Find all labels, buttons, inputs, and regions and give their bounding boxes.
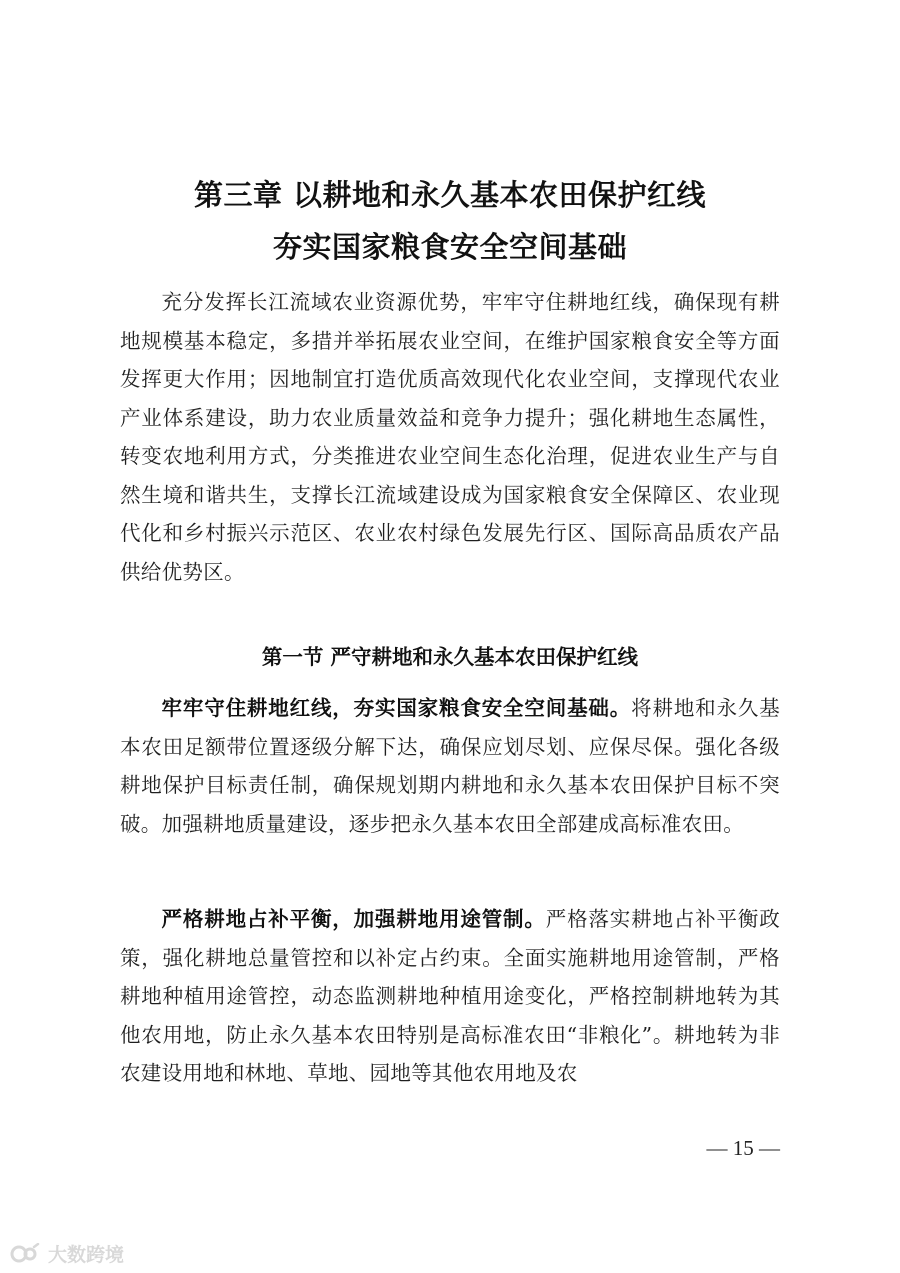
intro-paragraph-text: 充分发挥长江流域农业资源优势，牢牢守住耕地红线，确保现有耕地规模基本稳定，多措并举拓展农业空间，在维护国家粮食安全等方面发挥更大作用；因地制宜打造优质高效现代化农业空间，支撑现代农业产业体系建设，助力农业质量效益和竞争力提升；强化耕地生态属性，转变农地利用方式，分类推进农业空间生态化治理，促进农业生产与自然生境和谐共生，支撑长江流域建设成为国家粮食安全保障区、农业现代化和乡村振兴示范区、农业农村绿色发展先行区、国际高品质农产品供给优势区。 xyxy=(120,290,780,584)
watermark xyxy=(10,1240,124,1267)
intro-paragraph xyxy=(120,283,780,591)
paragraph-body-text: 严格落实耕地占补平衡政策，强化耕地总量管控和以补定占约束。全面实施耕地用途管制，严格耕地种植用途管控，动态监测耕地种植用途变化，严格控制耕地转为其他农用地，防止永久基本农田特别是高标准农田“非粮化”。耕地转为非农建设用地和林地、草地、园地等其他农用地及农 xyxy=(120,907,780,1085)
page-number: — 15 — xyxy=(706,1136,780,1160)
section-paragraph xyxy=(120,689,780,843)
brand-logo-icon xyxy=(10,1243,40,1265)
chapter-title-line-2: 夯实国家粮食安全空间基础 xyxy=(272,230,627,264)
section-title: 第一节 严守耕地和永久基本农田保护红线 xyxy=(261,645,639,669)
paragraph-body-text: 将耕地和永久基本农田足额带位置逐级分解下达，确保应划尽划、应保尽保。强化各级耕地保护目标责任制，确保规划期内耕地和永久基本农田保护目标不突破。加强耕地质量建设，逐步把永久基本农田全部建成高标准农田。 xyxy=(120,696,780,836)
chapter-title-line-1: 第三章 以耕地和永久基本农田保护红线 xyxy=(193,178,707,212)
watermark-text: 大数跨境 xyxy=(48,1244,125,1266)
section-paragraph xyxy=(120,900,780,1093)
paragraph-lead-sentence: 牢牢守住耕地红线，夯实国家粮食安全空间基础。 xyxy=(161,696,632,720)
paragraph-lead-sentence: 严格耕地占补平衡，加强耕地用途管制。 xyxy=(161,907,546,931)
